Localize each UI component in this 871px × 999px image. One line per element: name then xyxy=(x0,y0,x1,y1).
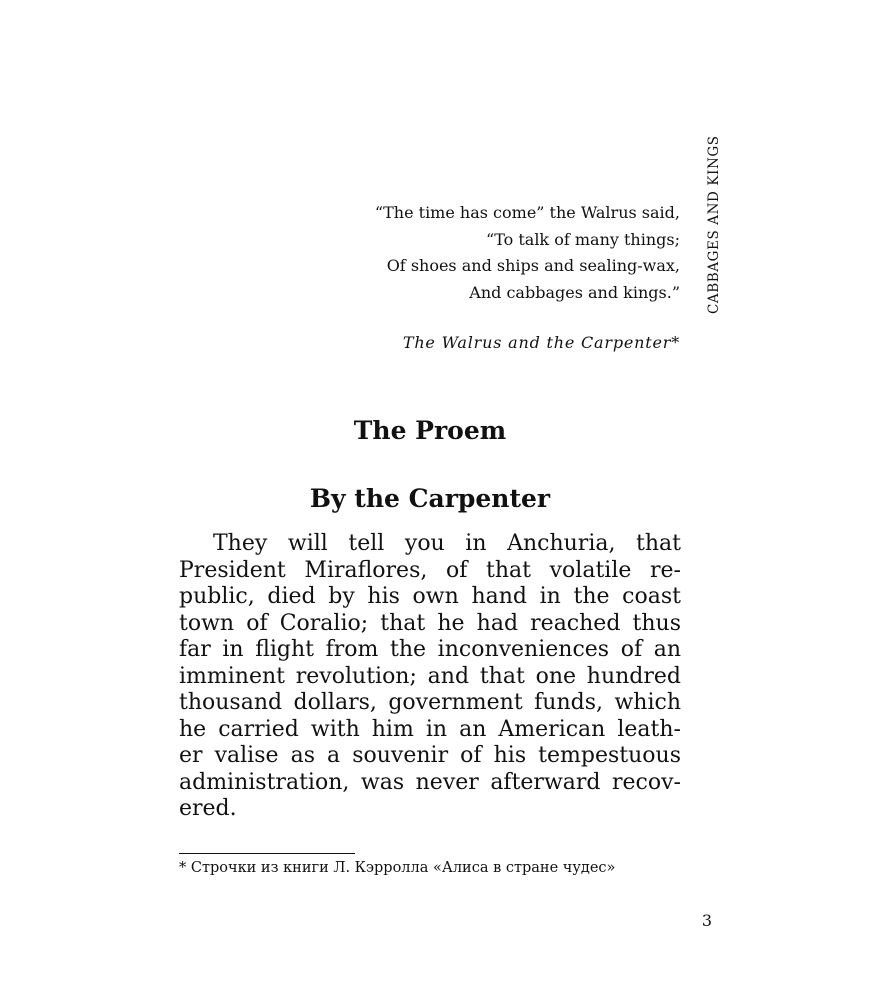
epigraph-line: “To talk of many things; xyxy=(486,229,680,249)
body-line: public, died by his own hand in the coast xyxy=(179,584,681,609)
body-line: town of Coralio; that he had reached thus xyxy=(179,610,681,636)
footnote: * Строчки из книги Л. Кэрролла «Алиса в стране чудес» xyxy=(179,860,616,876)
body-line: far in flight from the inconveniences of an xyxy=(179,637,681,662)
epigraph-line: “The time has come” the Walrus said, xyxy=(374,203,680,222)
body-line: thousand dollars, government funds, which xyxy=(179,690,681,715)
chapter-subtitle: By the Carpenter xyxy=(309,484,551,513)
body-line: ered. xyxy=(179,796,237,821)
body-paragraph xyxy=(179,531,681,823)
body-line: President Miraflores, of that volatile re- xyxy=(179,557,681,583)
epigraph-line: Of shoes and ships and sealing-wax, xyxy=(386,256,680,275)
running-head: CABBAGES AND KINGS xyxy=(706,135,722,314)
body-line: They will tell you in Anchuria, that xyxy=(213,531,681,556)
epigraph-attribution: The Walrus and the Carpenter* xyxy=(402,333,680,352)
body-line: administration, was never afterward recov- xyxy=(179,769,681,795)
chapter-title: The Proem xyxy=(353,416,507,445)
body-line: imminent revolution; and that one hundred xyxy=(179,663,681,689)
footnote-divider xyxy=(179,853,355,854)
body-line: er valise as a souvenir of his tempestuous xyxy=(179,743,681,768)
epigraph-line: And cabbages and kings.” xyxy=(469,282,680,302)
page-number: 3 xyxy=(701,911,712,930)
body-line: he carried with him in an American leath- xyxy=(179,716,681,742)
epigraph xyxy=(300,200,680,306)
